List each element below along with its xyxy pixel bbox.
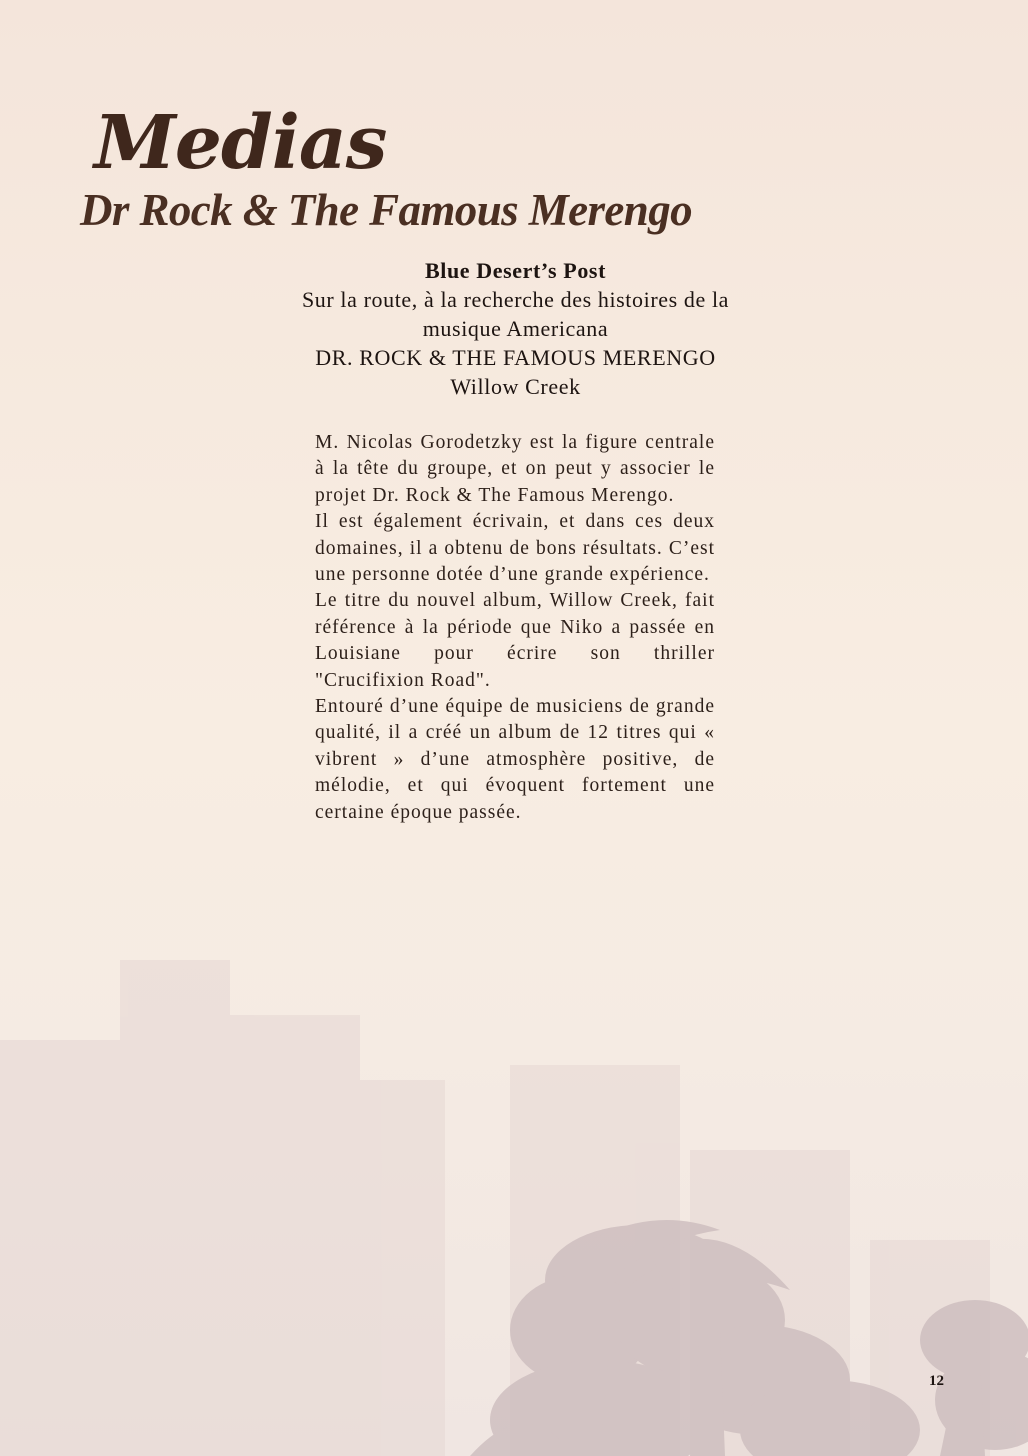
page-title: Medias: [94, 100, 387, 186]
article-body: [315, 430, 715, 826]
page-number: 12: [929, 1373, 944, 1389]
article-paragraph: M. Nicolas Gorodetzky est la figure centrale à la tête du groupe, et on peut y associer le projet Dr. Rock & The Famous Merengo.: [315, 432, 715, 506]
article-source-block: [230, 256, 801, 401]
artist-name: DR. ROCK & THE FAMOUS MERENGO: [315, 345, 716, 370]
article-paragraph: Il est également écrivain, et dans ces deux domaines, il a obtenu de bons résultats. C’est une personne dotée d’une grande expérience.: [315, 511, 715, 586]
album-name: Willow Creek: [450, 374, 581, 399]
article-paragraph: Entouré d’une équipe de musiciens de grande qualité, il a créé un album de 12 titres qui « vibrent » d’une atmosphère positive, de mélodie, et qui évoquent fortement une certaine époque passée.: [315, 696, 715, 823]
article-paragraph: Le titre du nouvel album, Willow Creek, fait référence à la période que Niko a passée en Louisiane pour écrire son thriller "Crucifixion Road".: [315, 590, 715, 691]
publication-tagline-line-1: Sur la route, à la recherche des histoires de la: [301, 287, 730, 312]
page-subtitle: Dr Rock & The Famous Merengo: [80, 185, 692, 235]
publication-name: Blue Desert’s Post: [424, 258, 607, 283]
publication-tagline-line-2: musique Americana: [422, 316, 609, 341]
